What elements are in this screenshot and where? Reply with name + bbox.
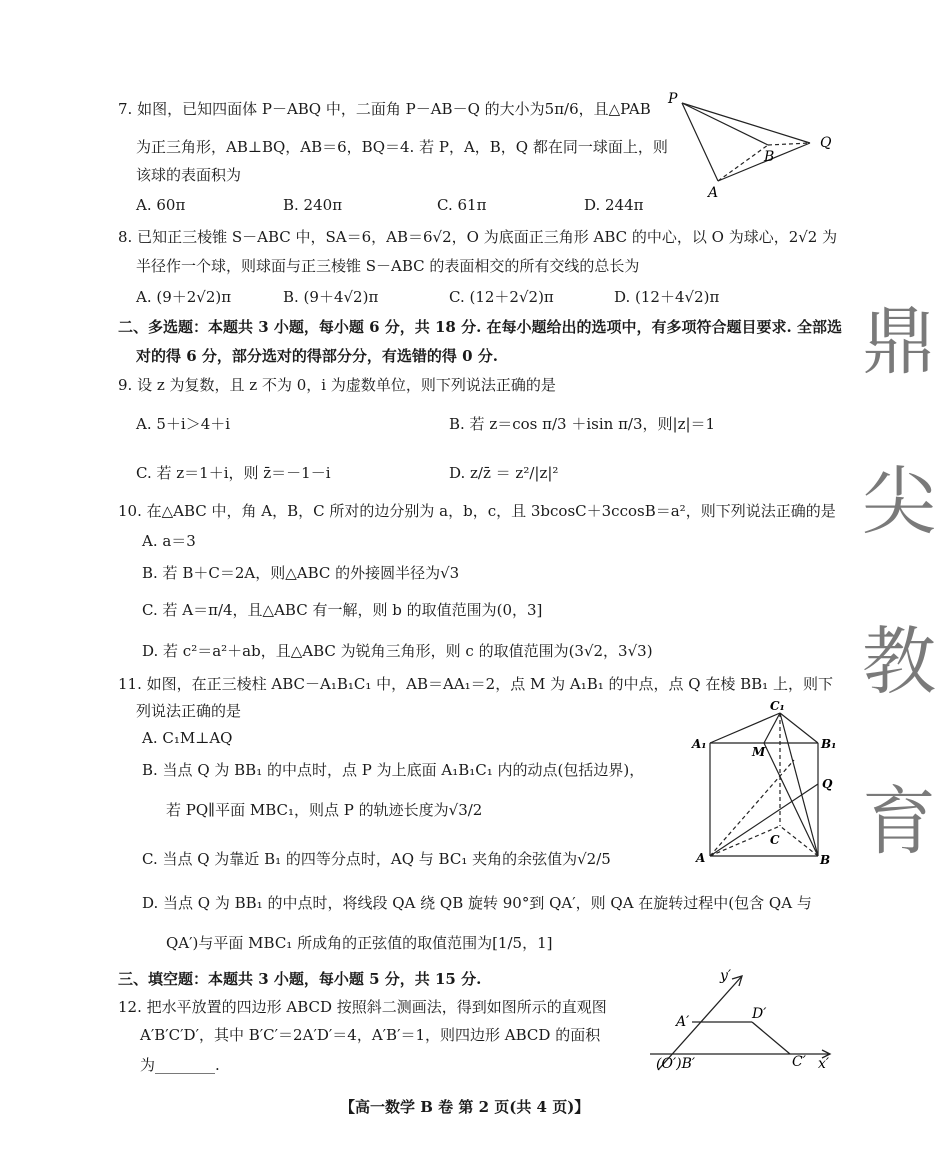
page-footer: 【高一数学 B 卷 第 2 页(共 4 页)】	[340, 1098, 590, 1116]
q11-stem-line1: 11. 如图，在正三棱柱 ABC－A₁B₁C₁ 中，AB＝AA₁＝2，点 M 为 A₁B₁ 的中点，点 Q 在棱 BB₁ 上，则下	[118, 675, 833, 693]
q12-label-c: C′	[792, 1054, 806, 1070]
q7-label-p: P	[668, 91, 678, 107]
q7-line2: 为正三角形，AB⊥BQ，AB＝6，BQ＝4. 若 P，A，B，Q 都在同一球面上，则	[136, 138, 668, 156]
q8-option-b: B. (9＋4√2)π	[283, 288, 379, 306]
q10-stem: 10. 在△ABC 中，角 A，B，C 所对的边分别为 a，b，c，且 3bcosC＋3ccosB＝a²，则下列说法正确的是	[118, 502, 836, 520]
q7-line3: 该球的表面积为	[136, 166, 242, 184]
q12-label-y: y′	[720, 968, 732, 984]
q12-line1: 12. 把水平放置的四边形 ABCD 按照斜二测画法，得到如图所示的直观图	[118, 998, 607, 1016]
q11-label-c1: C₁	[770, 699, 785, 713]
q8-option-c: C. (12＋2√2)π	[449, 288, 554, 306]
q11-option-d-line1: D. 当点 Q 为 BB₁ 的中点时，将线段 QA 绕 QB 旋转 90°到 QA′，则 QA 在旋转过程中(包含 QA 与	[142, 894, 812, 912]
q11-option-c: C. 当点 Q 为靠近 B₁ 的四等分点时，AQ 与 BC₁ 夹角的余弦值为√2/5	[142, 850, 611, 868]
q11-label-b: B	[820, 853, 831, 867]
q7-option-b: B. 240π	[283, 196, 343, 214]
q12-label-d: D′	[752, 1006, 767, 1022]
q8-option-d: D. (12＋4√2)π	[614, 288, 720, 306]
q7-tetrahedron-figure	[660, 85, 840, 205]
q12-label-a: A′	[676, 1014, 690, 1030]
q9-stem: 9. 设 z 为复数，且 z 不为 0，i 为虚数单位，则下列说法正确的是	[118, 376, 556, 394]
q11-label-a1: A₁	[692, 737, 707, 751]
q8-option-a: A. (9＋2√2)π	[136, 288, 232, 306]
section2-heading: 二、多选题：本题共 3 小题，每小题 6 分，共 18 分. 在每小题给出的选项中，有多项符合题目要求. 全部选	[118, 318, 842, 336]
q12-label-o-b: (O′)B′	[656, 1056, 696, 1072]
watermark-char-4: 育	[862, 779, 936, 865]
q11-label-m: M	[752, 745, 766, 759]
q11-option-b-line2: 若 PQ∥平面 MBC₁，则点 P 的轨迹长度为√3/2	[166, 801, 483, 819]
q11-option-b-line1: B. 当点 Q 为 BB₁ 的中点时，点 P 为上底面 A₁B₁C₁ 内的动点(包括边界)，	[142, 761, 645, 779]
q7-label-a: A	[708, 185, 719, 201]
q11-label-q: Q	[822, 777, 833, 791]
q7-option-d: D. 244π	[584, 196, 644, 214]
q10-option-c: C. 若 A＝π/4，且△ABC 有一解，则 b 的取值范围为(0，3]	[142, 601, 543, 619]
q7-label-q: Q	[820, 135, 832, 151]
q7-option-c: C. 61π	[437, 196, 487, 214]
q12-label-x: x′	[818, 1056, 830, 1072]
q7-label-b: B	[764, 149, 775, 165]
q10-option-a: A. a＝3	[142, 532, 196, 550]
q9-option-a: A. 5＋i＞4＋i	[136, 415, 231, 433]
q11-label-c: C	[770, 833, 780, 847]
q11-stem-line2: 列说法正确的是	[136, 702, 242, 720]
q8-line2: 半径作一个球，则球面与正三棱锥 S－ABC 的表面相交的所有交线的总长为	[136, 257, 640, 275]
watermark-char-2: 尖	[862, 459, 936, 545]
q9-option-d: D. z/z̄ ＝ z²/|z|²	[449, 464, 559, 482]
q12-line3: 为________.	[140, 1056, 220, 1074]
watermark-char-3: 教	[862, 619, 936, 705]
q7-option-a: A. 60π	[136, 196, 186, 214]
q11-label-a: A	[696, 851, 706, 865]
q9-option-b: B. 若 z＝cos π/3 ＋isin π/3，则|z|＝1	[449, 415, 716, 433]
q11-option-a: A. C₁M⊥AQ	[142, 729, 233, 747]
watermark-char-1: 鼎	[862, 299, 936, 385]
q12-line2: A′B′C′D′，其中 B′C′＝2A′D′＝4，A′B′＝1，则四边形 ABCD 的面积	[140, 1026, 601, 1044]
q10-option-b: B. 若 B＋C＝2A，则△ABC 的外接圆半径为√3	[142, 564, 460, 582]
q9-option-c: C. 若 z＝1＋i，则 z̄＝－1－i	[136, 464, 331, 482]
section3-heading: 三、填空题：本题共 3 小题，每小题 5 分，共 15 分.	[118, 970, 482, 988]
section2-heading-cont: 对的得 6 分，部分选对的得部分分，有选错的得 0 分.	[136, 347, 498, 365]
q8-line1: 8. 已知正三棱锥 S－ABC 中，SA＝6，AB＝6√2，O 为底面正三角形 ABC 的中心，以 O 为球心，2√2 为	[118, 228, 838, 246]
q11-prism-figure	[690, 698, 840, 870]
q11-option-d-line2: QA′)与平面 MBC₁ 所成角的正弦值的取值范围为[1/5，1]	[166, 934, 553, 952]
q12-oblique-figure	[640, 962, 840, 1074]
q11-label-b1: B₁	[821, 737, 837, 751]
q10-option-d: D. 若 c²＝a²＋ab，且△ABC 为锐角三角形，则 c 的取值范围为(3√2，3√3)	[142, 642, 653, 660]
q7-line1: 7. 如图，已知四面体 P－ABQ 中，二面角 P－AB－Q 的大小为5π/6，且△PAB	[118, 100, 651, 118]
